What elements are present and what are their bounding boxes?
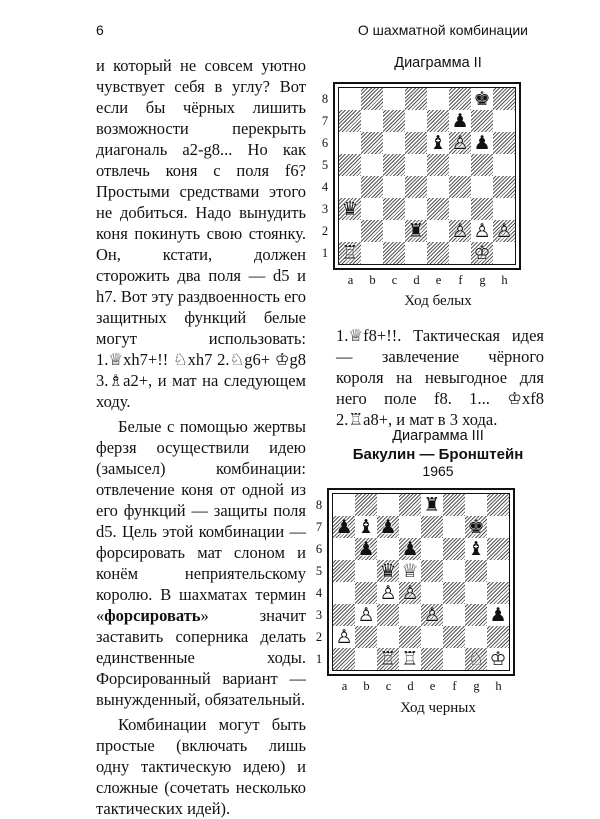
d3-square-e3 [421, 604, 443, 626]
d2-piece-a1: ♖ [341, 242, 359, 264]
paragraph-2-start: Белые с помощью жертвы ферзя осуществили идею (замысел) комбинации: отвлечение коня от одной из его функций — защиты поля d5. Цель этой комбинации — форсировать мат слоном и конём неприятельскому королю. В шахматах термин « [96, 417, 306, 625]
d2-file-label: h [501, 272, 508, 287]
d2-square-h2 [493, 220, 515, 242]
d3-square-a4 [333, 582, 355, 604]
d3-piece-b3: ♙ [357, 604, 375, 626]
d3-file-label: g [473, 678, 480, 693]
d2-piece-a3: ♛ [341, 198, 359, 220]
d2-square-h4 [493, 176, 515, 198]
d2-square-g8 [471, 88, 493, 110]
d3-square-f1 [443, 648, 465, 670]
d3-square-g2 [465, 626, 487, 648]
d3-piece-b7: ♝ [357, 516, 375, 538]
d3-square-f7 [443, 516, 465, 538]
d3-file-label: e [429, 678, 436, 693]
d2-square-g4 [471, 176, 493, 198]
diagram-2-frame [333, 82, 521, 270]
d2-square-b3 [361, 198, 383, 220]
d2-square-f2 [449, 220, 471, 242]
d2-square-e5 [427, 154, 449, 176]
d3-square-h8 [487, 494, 509, 516]
d3-square-f4 [443, 582, 465, 604]
d2-square-c4 [383, 176, 405, 198]
d2-rank-label: 6 [321, 135, 329, 150]
d2-square-h3 [493, 198, 515, 220]
d3-square-b2 [355, 626, 377, 648]
paragraph-2-end: » значит заставить соперника делать единственные ходы. Форсированный вариант — вынужденный, обязательный. [96, 606, 306, 709]
d3-file-label: f [452, 678, 457, 693]
d3-square-a7 [333, 516, 355, 538]
d3-square-a3 [333, 604, 355, 626]
d2-square-b4 [361, 176, 383, 198]
d2-square-b1 [361, 242, 383, 264]
d3-square-b8 [355, 494, 377, 516]
d2-square-g6 [471, 132, 493, 154]
d2-file-label: a [347, 272, 354, 287]
d2-square-d3 [405, 198, 427, 220]
d2-square-b8 [361, 88, 383, 110]
d2-rank-label: 3 [321, 201, 329, 216]
d2-square-f5 [449, 154, 471, 176]
d3-square-b3 [355, 604, 377, 626]
d3-piece-d6: ♟ [401, 538, 419, 560]
page-number: 6 [96, 22, 104, 38]
d2-square-c6 [383, 132, 405, 154]
d3-rank-label: 3 [315, 607, 323, 622]
d3-square-c3 [377, 604, 399, 626]
d2-rank-label: 7 [321, 113, 329, 128]
d3-square-d1 [399, 648, 421, 670]
d3-piece-e8: ♜ [423, 494, 441, 516]
d3-square-e4 [421, 582, 443, 604]
d3-square-d7 [399, 516, 421, 538]
d2-square-f3 [449, 198, 471, 220]
d2-file-label: c [391, 272, 398, 287]
d2-square-c5 [383, 154, 405, 176]
d2-square-d4 [405, 176, 427, 198]
d2-square-g5 [471, 154, 493, 176]
d3-square-c5 [377, 560, 399, 582]
d3-square-a6 [333, 538, 355, 560]
d2-square-h7 [493, 110, 515, 132]
d3-piece-b6: ♟ [357, 538, 375, 560]
diagram-2-title: Диаграмма II [394, 55, 482, 71]
d3-rank-label: 8 [315, 497, 323, 512]
d3-piece-e3: ♙ [423, 604, 441, 626]
d2-square-b2 [361, 220, 383, 242]
d3-square-g1 [465, 648, 487, 670]
d3-square-a1 [333, 648, 355, 670]
d3-square-e6 [421, 538, 443, 560]
d2-square-a2 [339, 220, 361, 242]
d2-square-b5 [361, 154, 383, 176]
paragraph-2 [96, 416, 306, 710]
d3-square-d8 [399, 494, 421, 516]
d2-square-f7 [449, 110, 471, 132]
d2-square-a6 [339, 132, 361, 154]
d3-square-d5 [399, 560, 421, 582]
d2-square-a3 [339, 198, 361, 220]
d3-square-e8 [421, 494, 443, 516]
d3-square-h6 [487, 538, 509, 560]
d2-square-d6 [405, 132, 427, 154]
d3-piece-c5: ♛ [379, 560, 397, 582]
d3-square-g4 [465, 582, 487, 604]
d3-square-d2 [399, 626, 421, 648]
d3-piece-a2: ♙ [335, 626, 353, 648]
d2-square-g3 [471, 198, 493, 220]
running-title: О шахматной комбинации [357, 22, 528, 38]
d3-piece-d1: ♖ [401, 648, 419, 670]
d2-square-a8 [339, 88, 361, 110]
d2-piece-h2: ♙ [495, 220, 513, 242]
d3-square-g8 [465, 494, 487, 516]
d3-piece-d5: ♕ [401, 560, 419, 582]
d3-square-b4 [355, 582, 377, 604]
d2-rank-label: 8 [321, 91, 329, 106]
d2-square-c3 [383, 198, 405, 220]
d2-square-f6 [449, 132, 471, 154]
d3-file-label: a [341, 678, 348, 693]
d3-square-h2 [487, 626, 509, 648]
d3-rank-label: 1 [315, 651, 323, 666]
d3-square-c8 [377, 494, 399, 516]
d2-piece-d2: ♜ [407, 220, 425, 242]
d2-square-d2 [405, 220, 427, 242]
diagram-3-board [332, 493, 510, 671]
d3-rank-label: 6 [315, 541, 323, 556]
d3-rank-label: 5 [315, 563, 323, 578]
d3-square-a2 [333, 626, 355, 648]
d2-square-a1 [339, 242, 361, 264]
d3-square-g7 [465, 516, 487, 538]
diagram-3-players: Бакулин — Бронштейн [352, 446, 524, 463]
d2-piece-f7: ♟ [451, 110, 469, 132]
d3-square-c6 [377, 538, 399, 560]
d3-piece-g6: ♝ [467, 538, 485, 560]
d2-square-b7 [361, 110, 383, 132]
d2-square-e6 [427, 132, 449, 154]
d2-square-a5 [339, 154, 361, 176]
d2-piece-g2: ♙ [473, 220, 491, 242]
d2-square-h1 [493, 242, 515, 264]
d2-square-e4 [427, 176, 449, 198]
d2-file-label: d [413, 272, 420, 287]
d3-square-c4 [377, 582, 399, 604]
d2-square-e2 [427, 220, 449, 242]
d2-file-label: e [435, 272, 442, 287]
d2-piece-g8: ♚ [473, 88, 491, 110]
paragraph-3: Комбинации могут быть простые (включать лишь одну тактическую идею) и сложные (сочетать несколько тактических идей). [96, 715, 306, 818]
d3-file-label: b [363, 678, 370, 693]
d3-piece-h1: ♔ [489, 648, 507, 670]
diagram-3-frame [327, 488, 515, 676]
d2-square-b6 [361, 132, 383, 154]
d2-rank-label: 2 [321, 223, 329, 238]
d2-square-d1 [405, 242, 427, 264]
d2-piece-f2: ♙ [451, 220, 469, 242]
d2-square-e1 [427, 242, 449, 264]
diagram-2-caption: Ход белых [404, 293, 472, 309]
d3-square-b5 [355, 560, 377, 582]
d3-file-label: d [407, 678, 414, 693]
d3-square-g5 [465, 560, 487, 582]
d2-file-label: f [458, 272, 463, 287]
solution-text [336, 325, 544, 430]
d3-piece-h3: ♟ [489, 604, 507, 626]
d3-piece-a7: ♟ [335, 516, 353, 538]
d3-square-d6 [399, 538, 421, 560]
d3-piece-c7: ♟ [379, 516, 397, 538]
d2-piece-e6: ♝ [429, 132, 447, 154]
d3-square-c1 [377, 648, 399, 670]
d2-file-label: g [479, 272, 486, 287]
d3-square-c2 [377, 626, 399, 648]
d3-square-h1 [487, 648, 509, 670]
d2-piece-f6: ♙ [451, 132, 469, 154]
d3-square-e7 [421, 516, 443, 538]
d3-square-e5 [421, 560, 443, 582]
paragraph-1: и который не совсем уютно чувствует себя в углу? Вот если бы чёрных лишить возможности перекрыть диагональ a2-g8... Но как отвлечь коня с поля f6? Простыми средствами этого не добиться. Надо вынудить коня покинуть свою стоянку. Он, кстати, должен сторожить два поля — d5 и h7. Вот эту раздвоенность его защитных функций белые могут использовать: 1.♕xh7+!! ♘xh7 2.♘g6+ ♔g8 3.♗a2+, и мат на следующем ходу. [96, 56, 306, 411]
d3-square-f8 [443, 494, 465, 516]
d3-piece-c4: ♙ [379, 582, 397, 604]
d2-square-f4 [449, 176, 471, 198]
d2-square-h5 [493, 154, 515, 176]
d2-square-e3 [427, 198, 449, 220]
d3-square-g3 [465, 604, 487, 626]
d2-square-d5 [405, 154, 427, 176]
d3-square-h4 [487, 582, 509, 604]
d2-square-h6 [493, 132, 515, 154]
d3-square-e1 [421, 648, 443, 670]
d2-square-e8 [427, 88, 449, 110]
d2-square-f8 [449, 88, 471, 110]
diagram-3-year: 1965 [422, 463, 454, 479]
d3-square-f5 [443, 560, 465, 582]
d3-file-label: h [495, 678, 502, 693]
d3-rank-label: 2 [315, 629, 323, 644]
d3-piece-g7: ♚ [467, 516, 485, 538]
d3-square-e2 [421, 626, 443, 648]
d3-square-b7 [355, 516, 377, 538]
d2-rank-label: 1 [321, 245, 329, 260]
d3-square-c7 [377, 516, 399, 538]
d3-square-d4 [399, 582, 421, 604]
d3-square-b6 [355, 538, 377, 560]
d2-square-c1 [383, 242, 405, 264]
d3-square-f6 [443, 538, 465, 560]
d3-piece-c1: ♖ [379, 648, 397, 670]
d2-square-g1 [471, 242, 493, 264]
d3-square-b1 [355, 648, 377, 670]
d2-square-c8 [383, 88, 405, 110]
d2-rank-label: 4 [321, 179, 329, 194]
d2-piece-g1: ♔ [473, 242, 491, 264]
d3-file-label: c [385, 678, 392, 693]
d2-square-g7 [471, 110, 493, 132]
diagram-3-title: Диаграмма III [392, 428, 484, 444]
d2-square-g2 [471, 220, 493, 242]
d3-rank-label: 7 [315, 519, 323, 534]
d2-piece-g6: ♟ [473, 132, 491, 154]
d2-file-label: b [369, 272, 376, 287]
d2-square-d8 [405, 88, 427, 110]
d2-square-f1 [449, 242, 471, 264]
diagram-3-caption: Ход черных [400, 700, 476, 716]
term-forcing: форсировать [104, 606, 201, 625]
d2-square-a7 [339, 110, 361, 132]
diagram-2-board [338, 87, 516, 265]
d2-square-h8 [493, 88, 515, 110]
d2-square-c7 [383, 110, 405, 132]
d3-square-h5 [487, 560, 509, 582]
d3-square-f3 [443, 604, 465, 626]
d2-square-d7 [405, 110, 427, 132]
d3-square-g6 [465, 538, 487, 560]
d3-piece-d4: ♙ [401, 582, 419, 604]
d3-square-a8 [333, 494, 355, 516]
left-column [96, 55, 306, 819]
d2-square-e7 [427, 110, 449, 132]
d3-piece-g1: ♘ [467, 648, 485, 670]
d3-square-h3 [487, 604, 509, 626]
solution-paragraph: 1.♕f8+!!. Тактическая идея — завлечение чёрного короля на невыгодное для него поле f8. 1... ♔xf8 2.♖a8+, и мат в 3 хода. [336, 326, 544, 429]
d3-square-a5 [333, 560, 355, 582]
d3-rank-label: 4 [315, 585, 323, 600]
d2-rank-label: 5 [321, 157, 329, 172]
d3-square-h7 [487, 516, 509, 538]
d3-square-d3 [399, 604, 421, 626]
d2-square-c2 [383, 220, 405, 242]
d2-square-a4 [339, 176, 361, 198]
d3-square-f2 [443, 626, 465, 648]
